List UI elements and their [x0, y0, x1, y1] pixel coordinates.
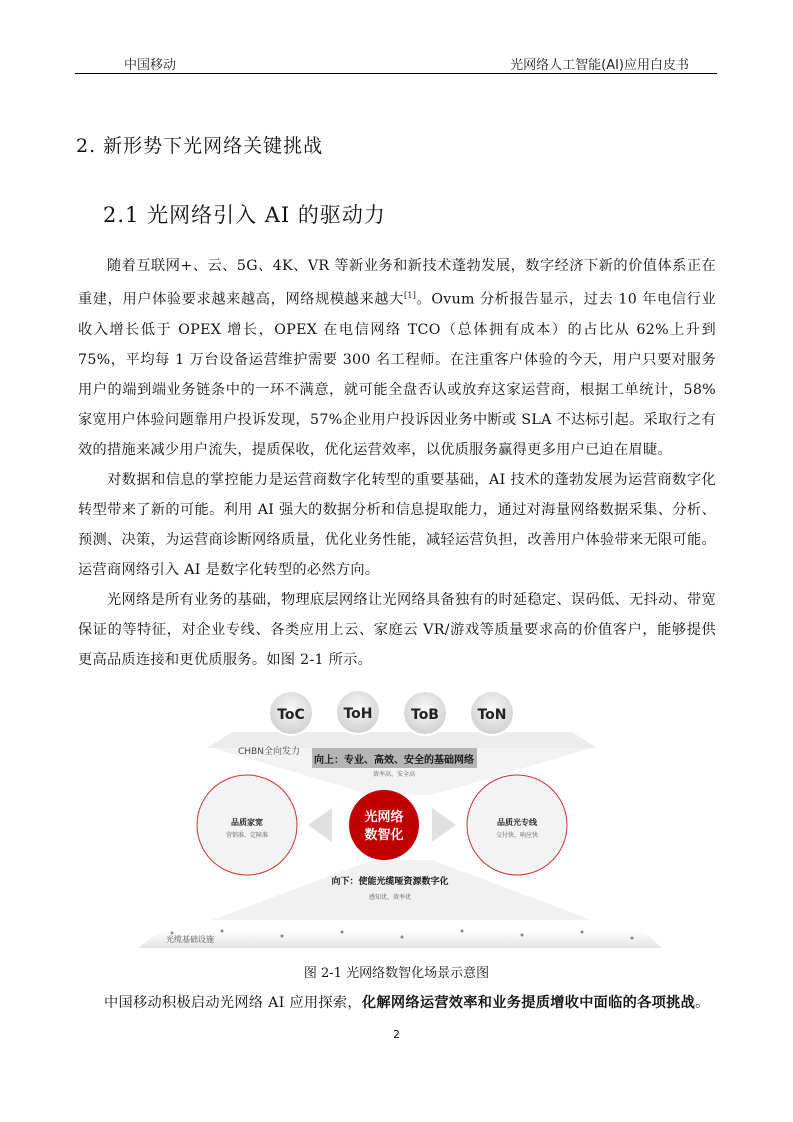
circle-toh: ToH	[343, 706, 373, 722]
paragraph-text: 随着互联网+、云、5G、4K、VR 等新业务和新技术蓬勃发展，数字经济下新的价值体系正在重建，用户体验要求越来越高，网络规模越来越大	[78, 258, 716, 308]
closing-end: 。	[695, 995, 710, 1011]
base-platform	[138, 930, 662, 948]
right-title: 品质光专线	[497, 818, 537, 827]
down-sub: 感知优、效率优	[368, 894, 412, 901]
left-sub: 营销准、定障准	[225, 832, 269, 839]
up-sub: 效率高、安全高	[372, 771, 416, 778]
arrow-left-icon	[308, 808, 332, 842]
citation-ref[interactable]: [1]	[403, 291, 417, 300]
up-title: 向上：专业、高效、安全的基础网络	[314, 755, 474, 766]
circle-toc: ToC	[277, 707, 305, 723]
header-right: 光网络人工智能(AI)应用白皮书	[510, 58, 689, 73]
body-text	[78, 251, 716, 675]
subsection-title: 2.1 光网络引入 AI 的驱动力	[103, 203, 386, 227]
header-left: 中国移动	[124, 58, 177, 73]
figure-2-1	[132, 690, 668, 955]
header-rule	[75, 73, 717, 74]
closing-text: 中国移动积极启动光网络 AI 应用探索，	[104, 995, 362, 1011]
right-sub: 交付快、响应快	[495, 832, 539, 839]
page-number: 2	[393, 1028, 400, 1041]
paragraph-text: 。Ovum 分析报告显示，过去 10 年电信行业收入增长低于 OPEX 增长，OPEX 在电信网络 TCO（总体拥有成本）的占比从 62%上升到 75%，平均每 1 万台设备运营维护需要 300 名工程师。在注重客户体验的今天，用户只要对服务用户的端到端业务链条中的一环不满意，就可能全盘否认或放弃这家运营商，根据工单统计，58%家宽用户体验问题靠用户投诉发现，57%企业用户投诉因业务中断或 SLA 不达标引起。采取行之有效的措施来减少用户流失，提质保收，优化运营效率，以优质服务赢得更多用户已迫在眉睫。	[78, 291, 716, 458]
circle-ton: ToN	[477, 707, 507, 723]
figure-caption: 图 2-1 光网络数智化场景示意图	[303, 966, 490, 981]
center-line1: 光网络	[364, 810, 404, 825]
circle-tob: ToB	[411, 707, 439, 723]
paragraph-2: 对数据和信息的掌控能力是运营商数字化转型的重要基础，AI 技术的蓬勃发展为运营商数字化转型带来了新的可能。利用 AI 强大的数据分析和信息提取能力，通过对海量网络数据采集、分析、预测、决策，为运营商诊断网络质量，优化业务性能，减轻运营负担，改善用户体验带来无限可能。运营商网络引入 AI 是数字化转型的必然方向。	[78, 471, 716, 578]
center-line2: 数智化	[364, 828, 404, 843]
top-circles	[269, 690, 514, 735]
base-label: 光缆基础设施	[166, 935, 214, 944]
top-platform	[207, 732, 597, 748]
arrow-right-icon	[432, 808, 456, 842]
down-title: 向下：使能光缆哑资源数字化	[331, 877, 449, 887]
center-circle	[349, 790, 419, 860]
paragraph-1	[78, 251, 716, 465]
chbn-label: CHBN全向发力	[238, 747, 300, 757]
closing-bold: 化解网络运营效率和业务提质增收中面临的各项挑战	[361, 995, 696, 1011]
paragraph-3: 光网络是所有业务的基础，物理底层网络让光网络具备独有的时延稳定、误码低、无抖动、带宽保证的等特征，对企业专线、各类应用上云、家庭云 VR/游戏等质量要求高的价值客户，能够提供更高品质连接和更优质服务。如图 2-1 所示。	[78, 591, 716, 668]
section-title: 2. 新形势下光网络关键挑战	[76, 135, 324, 157]
closing-sentence	[104, 992, 710, 1012]
left-title: 品质家宽	[231, 818, 263, 827]
